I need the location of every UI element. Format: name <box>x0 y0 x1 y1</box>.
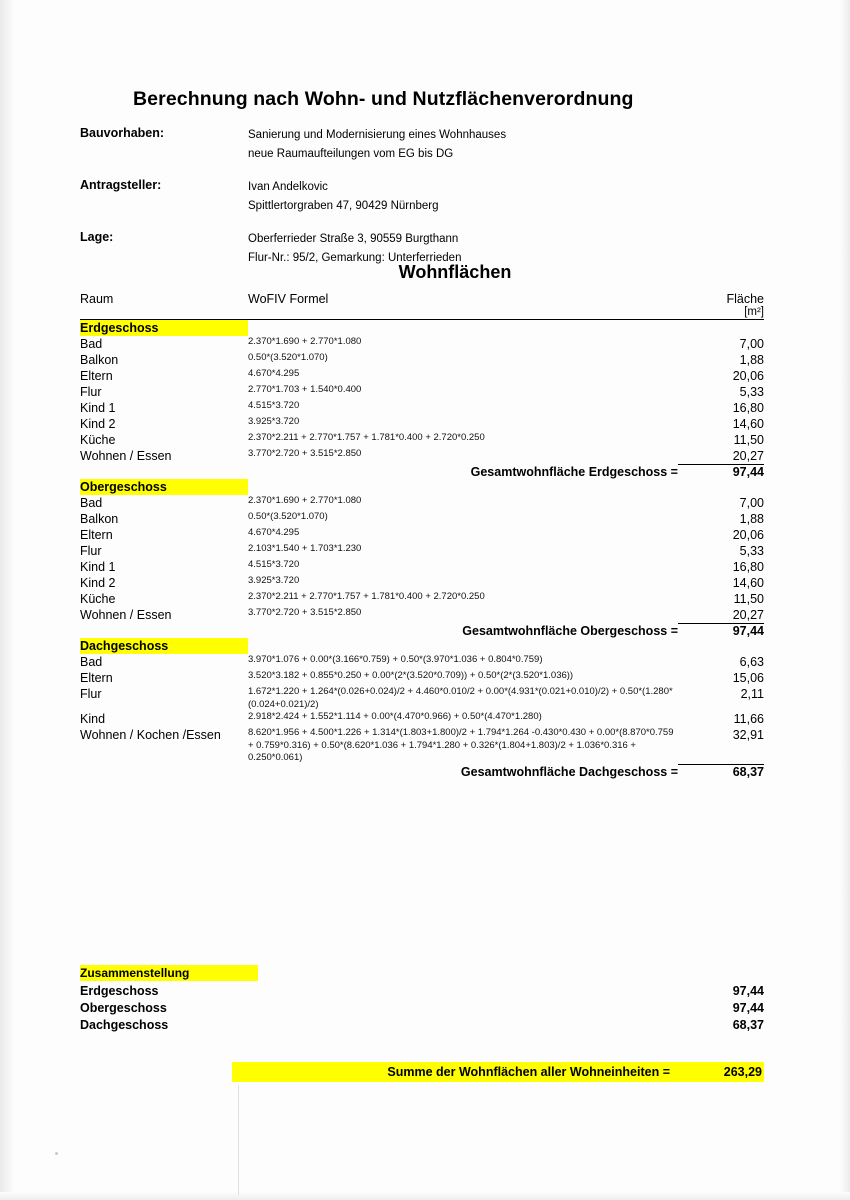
group-total-label: Gesamtwohnfläche Obergeschoss = <box>462 623 678 638</box>
page-fold-line <box>238 1085 239 1195</box>
group-header-cell <box>80 479 764 495</box>
table-row <box>80 670 764 686</box>
group-total-value: 97,44 <box>678 624 764 639</box>
table-row <box>80 352 764 368</box>
room-name: Balkon <box>80 353 119 367</box>
room-formula: 4.670*4.295 <box>248 527 300 538</box>
room-formula: 4.670*4.295 <box>248 368 300 379</box>
room-name: Kind 2 <box>80 576 116 590</box>
summary-row <box>80 1001 764 1015</box>
header-formula: WoFIV Formel <box>248 292 329 306</box>
room-area: 1,88 <box>739 512 764 526</box>
table-row <box>80 368 764 384</box>
table-row <box>80 416 764 432</box>
table-header-row <box>80 292 764 306</box>
table-row <box>80 336 764 352</box>
header-formula-sub <box>248 306 678 318</box>
group-header-erdgeschoss <box>80 320 764 337</box>
scan-edge-right <box>840 0 850 1200</box>
section-title-wohnflaechen: Wohnflächen <box>398 262 512 282</box>
room-area: 5,33 <box>739 544 764 558</box>
meta-row-antragsteller <box>80 178 780 216</box>
room-name: Flur <box>80 544 102 558</box>
summary-row <box>80 984 764 998</box>
meta-label-lage: Lage: <box>80 230 114 244</box>
group-badge-label: Erdgeschoss <box>80 320 248 336</box>
room-formula: 1.672*1.220 + 1.264*(0.026+0.024)/2 + 4.460*0.010/2 + 0.00*(4.931*(0.021+0.010)/2) + 0.50*(1.280*(0.024+0.021)/2) <box>248 686 673 710</box>
meta-label-antragsteller: Antragsteller: <box>80 178 162 192</box>
summary-value: 97,44 <box>732 1001 764 1015</box>
group-header-cell <box>80 638 764 654</box>
group-total-row <box>80 624 764 639</box>
room-name: Kind 1 <box>80 560 116 574</box>
room-area: 16,80 <box>732 560 764 574</box>
room-name: Kind 2 <box>80 417 116 431</box>
table-row <box>80 607 764 624</box>
group-total-value: 97,44 <box>678 465 764 480</box>
room-formula: 2.370*2.211 + 2.770*1.757 + 1.781*0.400 + 2.720*0.250 <box>248 432 485 443</box>
bauvorhaben-line-1: Sanierung und Modernisierung eines Wohnhauses <box>248 129 507 141</box>
room-name: Küche <box>80 433 116 447</box>
summary-badge: Zusammenstellung <box>80 965 258 981</box>
summary-value: 97,44 <box>732 984 764 998</box>
table-row <box>80 495 764 511</box>
room-formula: 3.770*2.720 + 3.515*2.850 <box>248 448 362 459</box>
group-header-obergeschoss <box>80 479 764 495</box>
room-formula: 2.918*2.424 + 1.552*1.114 + 0.00*(4.470*0.966) + 0.50*(4.470*1.280) <box>248 711 542 722</box>
room-area: 6,63 <box>739 655 764 669</box>
room-formula: 0.50*(3.520*1.070) <box>248 352 328 363</box>
summary-value: 68,37 <box>732 1018 764 1032</box>
header-room: Raum <box>80 292 114 306</box>
summary-name: Erdgeschoss <box>80 984 159 998</box>
group-badge-label: Dachgeschoss <box>80 638 248 654</box>
table-row <box>80 511 764 527</box>
group-total-row <box>80 465 764 480</box>
scan-speck <box>55 1152 58 1155</box>
header-area-unit: [m²] <box>744 306 764 318</box>
meta-values-bauvorhaben <box>248 126 780 164</box>
header-room-sub <box>80 306 248 318</box>
areas-table-body <box>80 292 764 779</box>
room-name: Eltern <box>80 528 113 542</box>
room-formula: 0.50*(3.520*1.070) <box>248 511 328 522</box>
room-area: 14,60 <box>732 576 764 590</box>
group-total-spacer <box>80 465 248 480</box>
group-total-value: 68,37 <box>678 765 764 780</box>
table-row <box>80 448 764 465</box>
room-formula: 2.770*1.703 + 1.540*0.400 <box>248 384 362 395</box>
areas-table <box>80 292 764 779</box>
room-area: 2,11 <box>740 687 764 701</box>
room-formula: 3.970*1.076 + 0.00*(3.166*0.759) + 0.50*(3.970*1.036 + 0.804*0.759) <box>248 654 543 665</box>
meta-row-bauvorhaben <box>80 126 780 164</box>
room-area: 11,50 <box>733 592 764 606</box>
lage-line-1: Oberferrieder Straße 3, 90559 Burgthann <box>248 233 459 245</box>
table-row <box>80 575 764 591</box>
table-row <box>80 727 764 765</box>
room-formula: 3.770*2.720 + 3.515*2.850 <box>248 607 362 618</box>
room-area: 11,66 <box>733 712 764 726</box>
table-row <box>80 400 764 416</box>
room-name: Eltern <box>80 671 113 685</box>
lage-line-2: Flur-Nr.: 95/2, Gemarkung: Unterferrieden <box>248 252 462 264</box>
group-total-row <box>80 765 764 780</box>
room-formula: 2.370*1.690 + 2.770*1.080 <box>248 336 362 347</box>
table-row <box>80 559 764 575</box>
room-formula: 3.925*3.720 <box>248 416 300 427</box>
room-area: 20,27 <box>732 449 764 463</box>
room-name: Wohnen / Kochen /Essen <box>80 728 221 742</box>
room-area: 1,88 <box>739 353 764 367</box>
room-name: Balkon <box>80 512 119 526</box>
summary-name: Obergeschoss <box>80 1001 167 1015</box>
room-area: 20,06 <box>732 528 764 542</box>
room-name: Kind 1 <box>80 401 116 415</box>
bauvorhaben-line-2: neue Raumaufteilungen vom EG bis DG <box>248 148 454 160</box>
table-row <box>80 711 764 727</box>
summary-name: Dachgeschoss <box>80 1018 169 1032</box>
room-area: 32,91 <box>732 728 764 742</box>
summary-block <box>80 965 764 1032</box>
grand-total-bar <box>232 1062 764 1082</box>
group-header-cell <box>80 320 764 337</box>
antragsteller-line-1: Ivan Andelkovic <box>248 181 328 193</box>
group-header-dachgeschoss <box>80 638 764 654</box>
group-total-label: Gesamtwohnfläche Erdgeschoss = <box>470 464 678 479</box>
room-formula: 2.370*1.690 + 2.770*1.080 <box>248 495 362 506</box>
room-formula: 3.925*3.720 <box>248 575 300 586</box>
room-name: Wohnen / Essen <box>80 608 172 622</box>
meta-label-bauvorhaben: Bauvorhaben: <box>80 126 165 140</box>
meta-spacer-2 <box>80 218 780 230</box>
room-name: Flur <box>80 687 102 701</box>
table-row <box>80 527 764 543</box>
room-formula: 8.620*1.956 + 4.500*1.226 + 1.314*(1.803+1.800)/2 + 1.794*1.264 -0.430*0.430 + 0.00*(8.870*0.759 + 0.759*0.316) + 0.50*(8.620*1.036 + 1.794*1.280 + 0.326*(1.804+1.803)/2 + 1.036*0.316 + 0.250*0.061) <box>248 727 674 763</box>
room-formula: 4.515*3.720 <box>248 400 300 411</box>
table-row <box>80 591 764 607</box>
group-total-spacer <box>80 765 248 780</box>
room-formula: 3.520*3.182 + 0.855*0.250 + 0.00*(2*(3.520*0.709)) + 0.50*(2*(3.520*1.036)) <box>248 670 574 681</box>
grand-total-label: Summe der Wohnflächen aller Wohneinheiten = <box>387 1065 670 1079</box>
table-row <box>80 654 764 670</box>
table-row <box>80 432 764 448</box>
project-metadata <box>80 126 780 270</box>
room-area: 20,27 <box>732 608 764 622</box>
table-row <box>80 686 764 711</box>
room-name: Flur <box>80 385 102 399</box>
room-area: 7,00 <box>739 337 764 351</box>
header-area: Fläche <box>726 292 764 306</box>
room-formula: 2.103*1.540 + 1.703*1.230 <box>248 543 362 554</box>
room-name: Wohnen / Essen <box>80 449 172 463</box>
group-badge-label: Obergeschoss <box>80 479 248 495</box>
room-formula: 4.515*3.720 <box>248 559 300 570</box>
room-area: 20,06 <box>732 369 764 383</box>
page-title: Berechnung nach Wohn- und Nutzflächenverordnung <box>133 88 634 110</box>
table-row <box>80 543 764 559</box>
table-row <box>80 384 764 400</box>
room-area: 11,50 <box>733 433 764 447</box>
room-area: 5,33 <box>739 385 764 399</box>
room-name: Küche <box>80 592 116 606</box>
room-area: 15,06 <box>732 671 764 685</box>
room-area: 7,00 <box>739 496 764 510</box>
room-name: Bad <box>80 337 103 351</box>
room-name: Eltern <box>80 369 113 383</box>
room-area: 14,60 <box>732 417 764 431</box>
room-formula: 2.370*2.211 + 2.770*1.757 + 1.781*0.400 + 2.720*0.250 <box>248 591 485 602</box>
summary-row <box>80 1018 764 1032</box>
grand-total-value: 263,29 <box>723 1065 762 1079</box>
table-header-sub-row <box>80 306 764 318</box>
scan-edge-bottom <box>0 1192 850 1200</box>
room-name: Bad <box>80 655 103 669</box>
room-name: Bad <box>80 496 103 510</box>
scan-edge-left <box>0 0 14 1200</box>
antragsteller-line-2: Spittlertorgraben 47, 90429 Nürnberg <box>248 200 439 212</box>
group-total-label: Gesamtwohnfläche Dachgeschoss = <box>460 764 678 779</box>
meta-spacer-1 <box>80 166 780 178</box>
group-total-spacer <box>80 624 248 639</box>
meta-values-antragsteller <box>248 178 780 216</box>
room-name: Kind <box>80 712 106 726</box>
room-area: 16,80 <box>732 401 764 415</box>
